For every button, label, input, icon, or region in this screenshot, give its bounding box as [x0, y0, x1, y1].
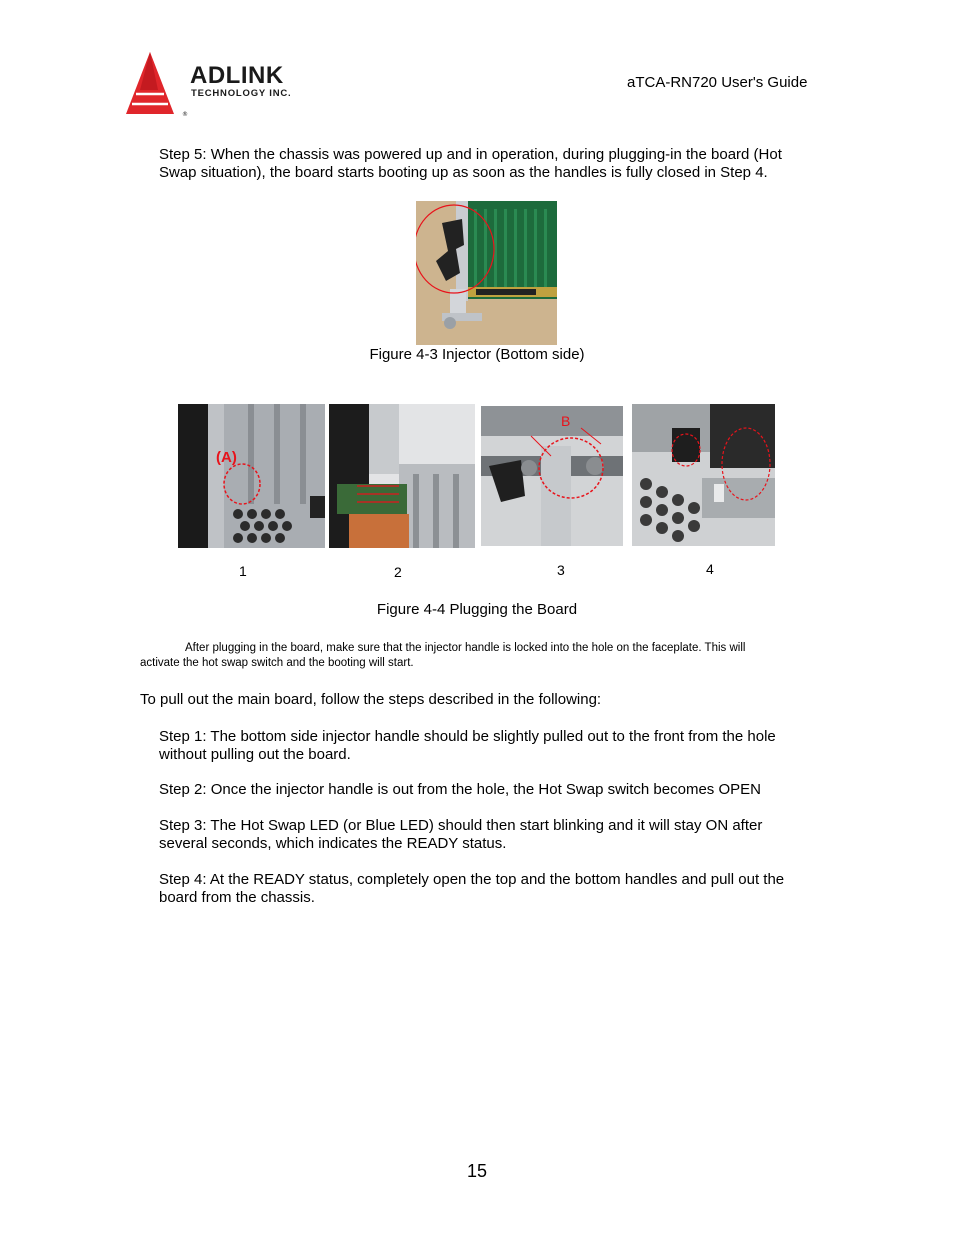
- figure-number-2: 2: [394, 564, 402, 580]
- logo-triangle-icon: [122, 50, 192, 120]
- pull-out-intro: To pull out the main board, follow the steps described in the following:: [140, 691, 602, 708]
- step5-line2: Swap situation), the board starts booting up as soon as the handles is fully closed in Step 4.: [159, 164, 768, 181]
- svg-text:®: ®: [182, 111, 188, 118]
- figure-number-3: 3: [557, 562, 565, 578]
- guide-title: aTCA-RN720 User's Guide: [627, 74, 808, 91]
- plugging-photo-4: [632, 404, 775, 546]
- photo-label-b: B: [561, 413, 571, 429]
- note-paragraph: [140, 641, 745, 671]
- figure-number-4: 4: [706, 561, 714, 577]
- step-2-paragraph: [159, 781, 761, 799]
- injector-photo: [416, 201, 557, 345]
- logo-brand-text: ADLINK: [190, 62, 284, 89]
- plugging-photo-3: [481, 406, 623, 546]
- step-3-line1: Step 3: The Hot Swap LED (or Blue LED) should then start blinking and it will stay ON after: [159, 817, 763, 834]
- step-4-paragraph: [159, 871, 784, 907]
- page-number: 15: [466, 1161, 488, 1181]
- step-1-line2: without pulling out the board.: [159, 746, 351, 763]
- figure-number-1: 1: [239, 563, 247, 579]
- step-4-line2: board from the chassis.: [159, 889, 315, 906]
- figure-4-3-caption: Figure 4-3 Injector (Bottom side): [369, 346, 585, 363]
- note-line1: After plugging in the board, make sure that the injector handle is locked into the hole on the faceplate. This will: [185, 642, 746, 654]
- step5-line1: Step 5: When the chassis was powered up and in operation, during plugging-in the board (Hot: [159, 146, 782, 163]
- plugging-photo-1: [178, 404, 325, 548]
- step-1-paragraph: [159, 728, 776, 764]
- logo-subtitle-text: TECHNOLOGY INC.: [191, 88, 292, 99]
- step5-paragraph: [159, 146, 782, 182]
- note-line2: activate the hot swap switch and the booting will start.: [140, 657, 414, 669]
- adlink-logo: [122, 50, 332, 120]
- step-3-paragraph: [159, 817, 762, 853]
- step-1-line1: Step 1: The bottom side injector handle should be slightly pulled out to the front from the hole: [159, 728, 776, 745]
- figure-4-4-caption: Figure 4-4 Plugging the Board: [376, 601, 578, 618]
- step-4-line1: Step 4: At the READY status, completely open the top and the bottom handles and pull out the: [159, 871, 785, 888]
- step-2-line1: Step 2: Once the injector handle is out from the hole, the Hot Swap switch becomes OPEN: [159, 781, 761, 798]
- step-3-line2: several seconds, which indicates the READY status.: [159, 835, 507, 852]
- photo-label-a: (A): [216, 449, 237, 466]
- plugging-photo-2: [329, 404, 475, 548]
